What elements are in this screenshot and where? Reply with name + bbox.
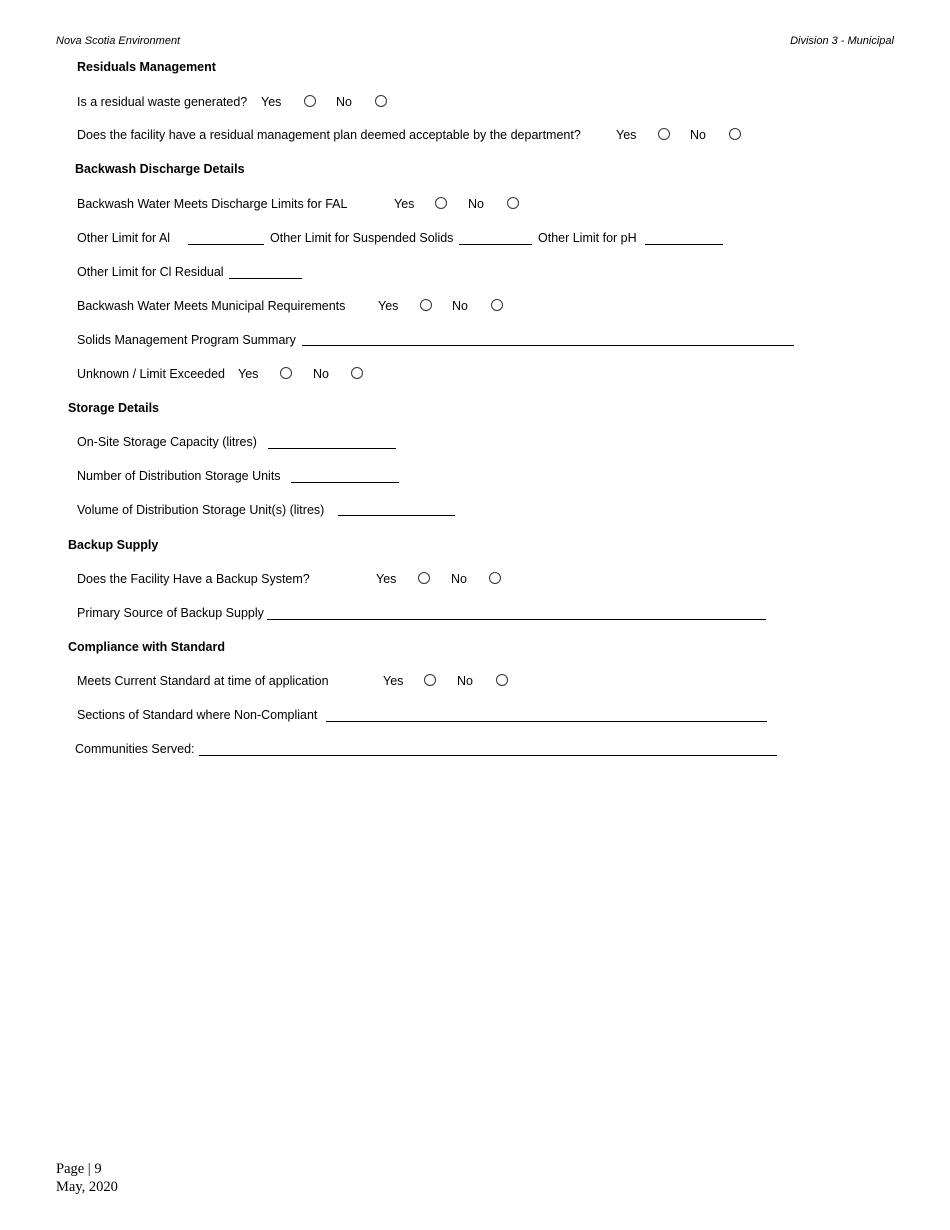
backup-system-yes-radio[interactable] (418, 572, 430, 584)
residual-plan-no-radio[interactable] (729, 128, 741, 140)
unknown-limit-no-radio[interactable] (351, 367, 363, 379)
communities-served-field[interactable] (199, 755, 777, 756)
storage-volume-label: Volume of Distribution Storage Unit(s) (litres) (77, 503, 325, 517)
storage-volume-field[interactable] (338, 515, 455, 516)
residual-waste-yes-label: Yes (261, 95, 282, 109)
other-limit-ss-field[interactable] (459, 244, 532, 245)
backwash-municipal-no-label: No (452, 299, 468, 313)
meets-standard-yes-label: Yes (383, 674, 404, 688)
residual-waste-no-label: No (336, 95, 352, 109)
backwash-fal-no-label: No (468, 197, 484, 211)
backwash-heading: Backwash Discharge Details (75, 162, 245, 176)
storage-heading: Storage Details (68, 401, 160, 415)
other-limit-al-label: Other Limit for Al (77, 231, 171, 245)
meets-standard-question: Meets Current Standard at time of application (77, 674, 329, 688)
unknown-limit-no-label: No (313, 367, 329, 381)
backup-source-label: Primary Source of Backup Supply (77, 606, 264, 620)
backup-source-field[interactable] (267, 619, 766, 620)
backup-system-question: Does the Facility Have a Backup System? (77, 572, 310, 586)
residual-plan-question: Does the facility have a residual management plan deemed acceptable by the department? (77, 128, 581, 142)
residuals-heading: Residuals Management (77, 60, 216, 74)
backup-system-no-radio[interactable] (489, 572, 501, 584)
unknown-limit-yes-radio[interactable] (280, 367, 292, 379)
backwash-municipal-no-radio[interactable] (491, 299, 503, 311)
storage-units-label: Number of Distribution Storage Units (77, 469, 281, 483)
backwash-municipal-yes-label: Yes (378, 299, 399, 313)
backwash-municipal-yes-radio[interactable] (420, 299, 432, 311)
meets-standard-no-label: No (457, 674, 473, 688)
backup-system-no-label: No (451, 572, 467, 586)
residual-plan-no-label: No (690, 128, 706, 142)
backwash-fal-yes-radio[interactable] (435, 197, 447, 209)
backwash-fal-yes-label: Yes (394, 197, 415, 211)
other-limit-cl-field[interactable] (229, 278, 302, 279)
footer-page-number: Page | 9 (56, 1161, 102, 1177)
meets-standard-yes-radio[interactable] (424, 674, 436, 686)
storage-units-field[interactable] (291, 482, 399, 483)
backup-system-yes-label: Yes (376, 572, 397, 586)
solids-summary-label: Solids Management Program Summary (77, 333, 296, 347)
residual-plan-yes-label: Yes (616, 128, 637, 142)
storage-capacity-field[interactable] (268, 448, 396, 449)
other-limit-ph-label: Other Limit for pH (538, 231, 637, 245)
compliance-heading: Compliance with Standard (68, 640, 225, 654)
footer-date: May, 2020 (56, 1179, 118, 1195)
residual-waste-yes-radio[interactable] (304, 95, 316, 107)
backwash-fal-question: Backwash Water Meets Discharge Limits for FAL (77, 197, 348, 211)
unknown-limit-label: Unknown / Limit Exceeded (77, 367, 225, 381)
residual-waste-question: Is a residual waste generated? (77, 95, 248, 109)
solids-summary-field[interactable] (302, 345, 794, 346)
other-limit-al-field[interactable] (188, 244, 264, 245)
other-limit-ss-label: Other Limit for Suspended Solids (270, 231, 454, 245)
communities-served-label: Communities Served: (75, 742, 195, 756)
unknown-limit-yes-label: Yes (238, 367, 259, 381)
other-limit-ph-field[interactable] (645, 244, 723, 245)
backwash-fal-no-radio[interactable] (507, 197, 519, 209)
non-compliant-sections-field[interactable] (326, 721, 767, 722)
header-right: Division 3 - Municipal (790, 35, 894, 47)
storage-capacity-label: On-Site Storage Capacity (litres) (77, 435, 257, 449)
residual-plan-yes-radio[interactable] (658, 128, 670, 140)
backwash-municipal-question: Backwash Water Meets Municipal Requirements (77, 299, 346, 313)
backup-heading: Backup Supply (68, 538, 159, 552)
meets-standard-no-radio[interactable] (496, 674, 508, 686)
header-left: Nova Scotia Environment (56, 35, 181, 47)
residual-waste-no-radio[interactable] (375, 95, 387, 107)
non-compliant-sections-label: Sections of Standard where Non-Compliant (77, 708, 318, 722)
other-limit-cl-label: Other Limit for Cl Residual (77, 265, 224, 279)
